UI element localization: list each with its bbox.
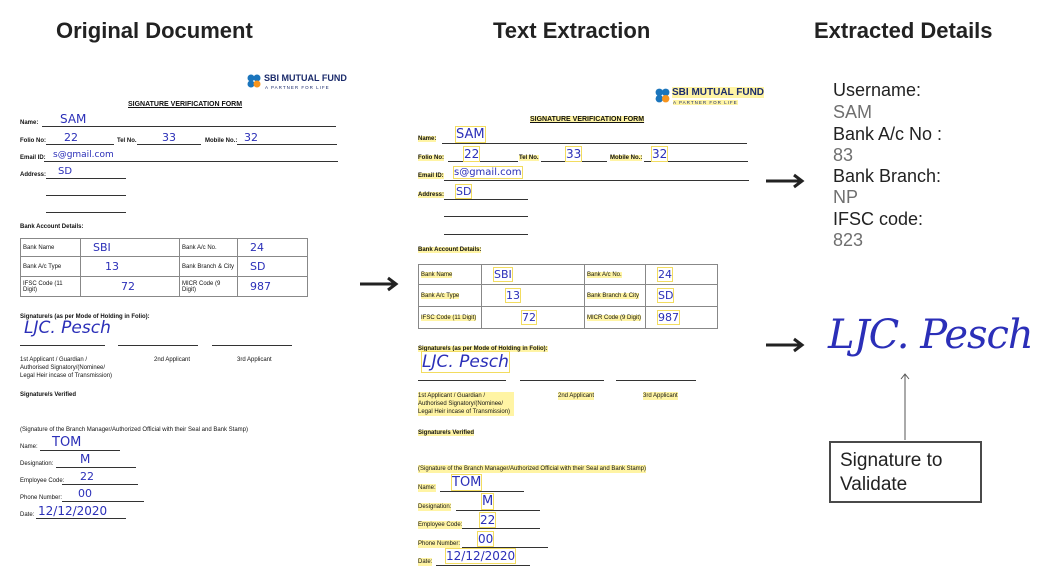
bank-ac-type-value: 13 <box>81 257 180 277</box>
folio-label-extracted: Folio No: <box>418 155 444 161</box>
address-value: SD <box>58 166 73 177</box>
detail-username-value: SAM <box>833 102 873 122</box>
bank-branch-label: Bank Branch & City <box>180 257 238 277</box>
micr-value-extracted: 987 <box>646 307 718 329</box>
micr-label: MICR Code (9 Digit) <box>180 277 238 297</box>
employee-code-label: Employee Code: <box>20 478 65 484</box>
name-label-extracted: Name: <box>418 136 437 142</box>
employee-code-value-extracted: 22 <box>480 513 496 527</box>
date-value: 12/12/2020 <box>38 504 108 518</box>
signature-to-validate: LJC. Pesch <box>828 312 1033 358</box>
employee-code-value: 22 <box>80 470 94 483</box>
tel-value: 33 <box>162 131 176 144</box>
micr-label-extracted: MICR Code (9 Digit) <box>585 307 646 329</box>
detail-branch-key: Bank Branch: <box>833 166 942 186</box>
bank-ac-no-label: Bank A/c No. <box>180 239 238 257</box>
form-title: SIGNATURE VERIFICATION FORM <box>128 101 243 108</box>
folio-value: 22 <box>64 131 78 144</box>
detail-ifsc-key: IFSC code: <box>833 209 924 229</box>
brand-name: SBI MUTUAL FUND <box>264 73 347 83</box>
email-value-extracted: s@gmail.com <box>454 167 522 178</box>
detail-branch-value: NP <box>833 187 859 207</box>
manager-note-extracted: (Signature of the Branch Manager/Authorized Official with their Seal and Bank Stamp) <box>418 466 647 472</box>
bank-details-table <box>20 238 308 297</box>
bank-branch-value: SD <box>238 257 308 277</box>
extracted-details-heading: Extracted Details <box>814 18 993 43</box>
bank-name-label-extracted: Bank Name <box>419 265 482 285</box>
name-value: SAM <box>60 112 87 126</box>
bank-ac-no-value-extracted: 24 <box>646 265 718 285</box>
folio-value-extracted: 22 <box>464 147 480 161</box>
mobile-value: 32 <box>244 131 258 144</box>
ifsc-label-extracted: IFSC Code (11 Digit) <box>419 307 482 329</box>
name-label: Name: <box>20 120 39 126</box>
brand-name-extracted: SBI MUTUAL FUND <box>672 87 765 98</box>
detail-ifsc-value: 823 <box>833 230 864 250</box>
detail-bank-ac-key: Bank A/c No : <box>833 124 943 144</box>
applicant3-label: 3rd Applicant <box>237 357 272 363</box>
tel-label: Tel No. <box>117 138 137 144</box>
signature-section-label-extracted: Signature/s (as per Mode of Holding in Folio): <box>418 346 548 352</box>
mobile-value-extracted: 32 <box>652 147 668 161</box>
sbi-logo-extracted-icon <box>654 87 671 104</box>
ifsc-value: 72 <box>81 277 180 297</box>
designation-label-extracted: Designation: <box>418 504 452 510</box>
designation-value-extracted: M <box>482 494 494 509</box>
bank-branch-label-extracted: Bank Branch & City <box>585 285 646 307</box>
manager-note: (Signature of the Branch Manager/Authorized Official with their Seal and Bank Stamp) <box>20 427 249 433</box>
applicant1-label: 1st Applicant / Guardian / Authorised Signatory/(Nominee/ Legal Heir incase of Transmission) <box>20 357 113 379</box>
detail-username-key: Username: <box>833 80 922 100</box>
mobile-label: Mobile No.: <box>205 138 238 144</box>
date-label: Date: <box>20 512 35 518</box>
verified-label: Signature/s Verified <box>20 392 77 398</box>
original-document <box>0 0 360 579</box>
detail-bank-ac-value: 83 <box>833 145 854 165</box>
applicant2-label-extracted: 2nd Applicant <box>558 393 595 399</box>
name-value-extracted: SAM <box>456 127 485 142</box>
bank-ac-type-label-extracted: Bank A/c Type <box>419 285 482 307</box>
phone-label: Phone Number: <box>20 495 63 501</box>
applicant2-label: 2nd Applicant <box>154 357 191 363</box>
applicant3-label-extracted: 3rd Applicant <box>643 393 678 399</box>
bank-ac-no-value: 24 <box>238 239 308 257</box>
ifsc-value-extracted: 72 <box>482 307 585 329</box>
bank-ac-type-value-extracted: 13 <box>482 285 585 307</box>
signature-section-label: Signature/s (as per Mode of Holding in Folio): <box>20 314 150 320</box>
brand-tagline-extracted: A PARTNER FOR LIFE <box>673 100 738 105</box>
manager-name-value-extracted: TOM <box>452 475 482 490</box>
arrow-to-details-icon <box>764 173 808 189</box>
bank-name-value-extracted: SBI <box>482 265 585 285</box>
bank-name-value: SBI <box>81 239 180 257</box>
phone-value-extracted: 00 <box>478 532 494 546</box>
address-label: Address: <box>20 172 47 178</box>
date-label-extracted: Date: <box>418 559 433 565</box>
signature-extracted: LJC. Pesch <box>422 352 509 372</box>
original-document-heading: Original Document <box>56 18 253 43</box>
phone-value: 00 <box>78 487 92 500</box>
bank-ac-type-label: Bank A/c Type <box>21 257 81 277</box>
applicant1-label-extracted: 1st Applicant / Guardian / Authorised Signatory/(Nominee/ Legal Heir incase of Transmission) <box>418 392 514 416</box>
email-label-extracted: Email ID: <box>418 173 444 179</box>
bank-branch-value-extracted: SD <box>646 285 718 307</box>
bank-details-table-extracted <box>418 264 718 329</box>
email-label: Email ID: <box>20 155 46 161</box>
text-extraction-document <box>400 0 765 579</box>
manager-name-label: Name: <box>20 444 38 450</box>
employee-code-label-extracted: Employee Code: <box>418 522 463 528</box>
address-value-extracted: SD <box>456 185 472 198</box>
bank-ac-no-label-extracted: Bank A/c No. <box>585 265 646 285</box>
text-extraction-heading: Text Extraction <box>493 18 651 43</box>
manager-name-label-extracted: Name: <box>418 485 436 491</box>
verified-label-extracted: Signature/s Verified <box>418 430 475 436</box>
tel-label-extracted: Tel No. <box>519 155 539 161</box>
sbi-logo-icon <box>246 73 262 89</box>
signature-original: LJC. Pesch <box>24 318 111 338</box>
brand-tagline: A PARTNER FOR LIFE <box>265 85 330 90</box>
phone-label-extracted: Phone Number: <box>418 541 461 547</box>
mobile-label-extracted: Mobile No.: <box>610 155 643 161</box>
tel-value-extracted: 33 <box>566 147 582 161</box>
form-title-extracted: SIGNATURE VERIFICATION FORM <box>530 116 645 123</box>
manager-name-value: TOM <box>52 435 82 450</box>
bank-section-label: Bank Account Details: <box>20 224 84 230</box>
bank-name-label: Bank Name <box>21 239 81 257</box>
ifsc-label: IFSC Code (11 Digit) <box>21 277 81 297</box>
signature-callout-box: Signature to Validate <box>829 441 982 503</box>
date-value-extracted: 12/12/2020 <box>446 549 516 563</box>
address-label-extracted: Address: <box>418 192 445 198</box>
callout-connector <box>898 372 912 442</box>
arrow-to-extraction-icon <box>358 276 402 292</box>
designation-value: M <box>80 452 91 466</box>
micr-value: 987 <box>238 277 308 297</box>
email-value: s@gmail.com <box>53 150 114 160</box>
arrow-to-signature-icon <box>764 337 808 353</box>
bank-section-label-extracted: Bank Account Details: <box>418 247 482 253</box>
folio-label: Folio No: <box>20 138 46 144</box>
designation-label: Designation: <box>20 461 54 467</box>
